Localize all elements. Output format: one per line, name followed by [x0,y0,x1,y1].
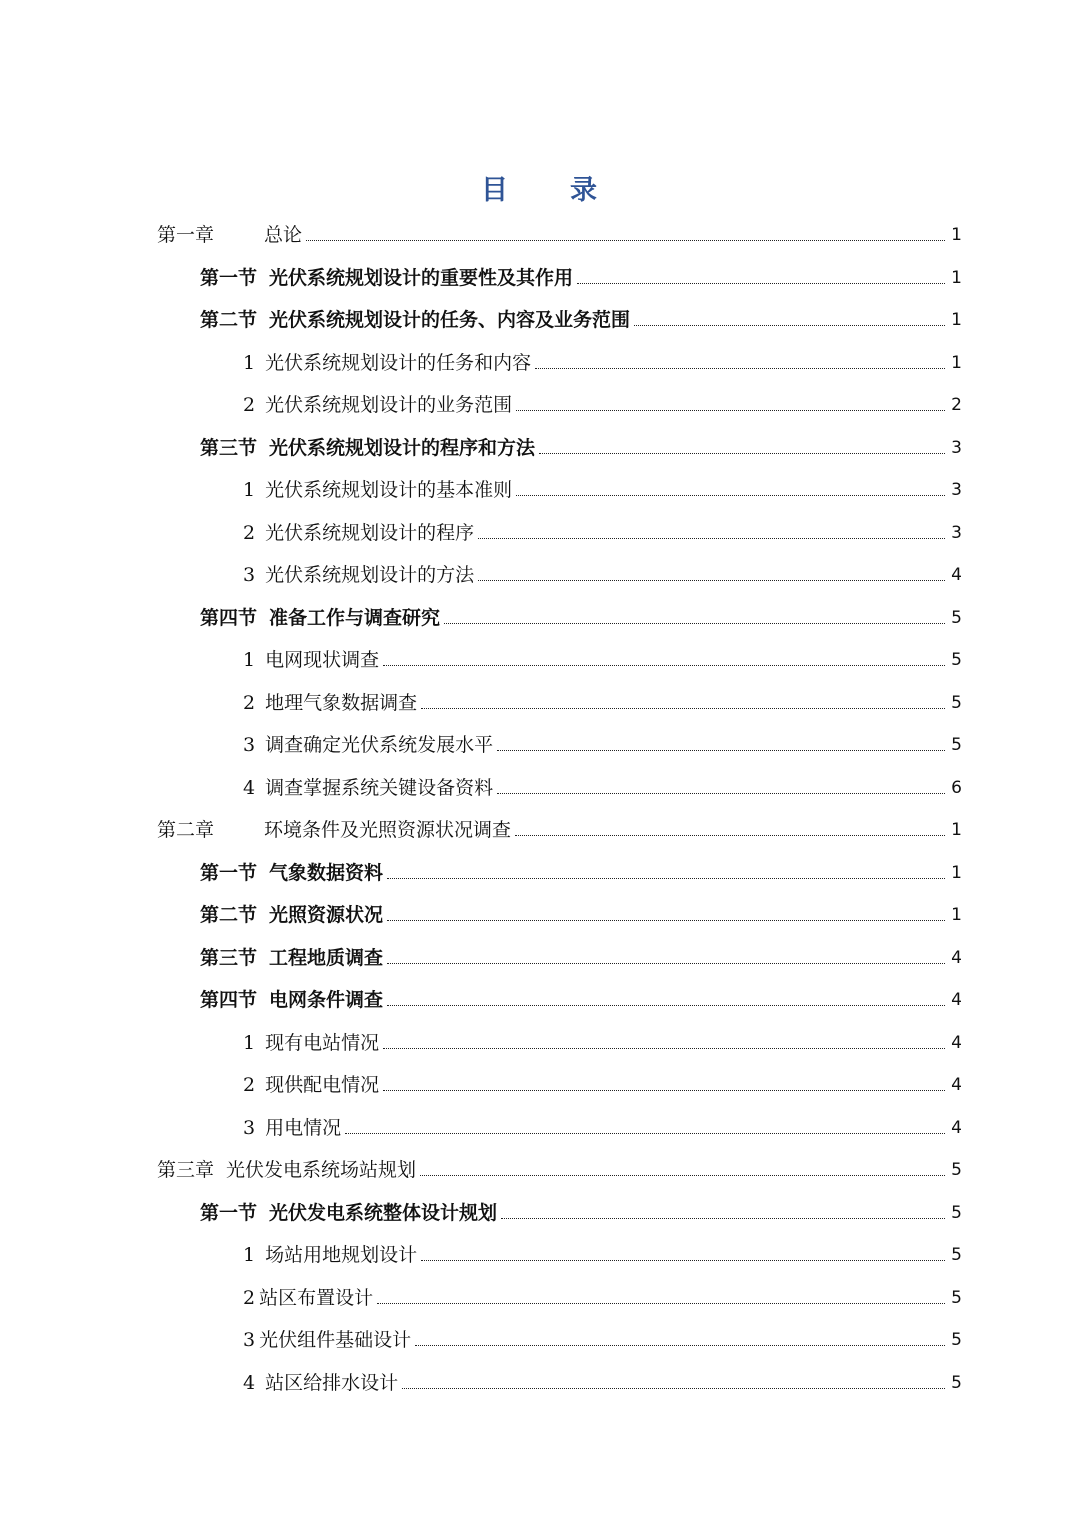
toc-title [0,168,1080,212]
toc-entry-prefix: 第二节 [200,904,258,926]
toc-dot-leader [478,538,945,539]
toc-entry-label [200,945,383,971]
toc-page-number: 1 [951,310,962,330]
toc-dot-leader [497,750,945,751]
toc-entry-label [157,817,511,843]
toc-dot-leader [421,1260,945,1261]
toc-entry-item[interactable] [243,643,962,673]
toc-entry-text: 光伏发电系统场站规划 [226,1159,417,1181]
toc-entry-text: 光伏发电系统整体设计规划 [269,1201,498,1224]
toc-entry-label [243,775,493,801]
toc-entry-prefix: 3 [243,734,256,756]
toc-entry-text: 地理气象数据调查 [265,691,418,714]
toc-title-left: 目 [481,175,510,206]
toc-dot-leader [387,963,945,964]
toc-page-number: 4 [951,1117,962,1138]
toc-entry-text: 光伏系统规划设计的程序 [265,521,475,544]
toc-entry-prefix: 第四节 [200,989,258,1011]
toc-entry-item[interactable] [243,558,962,588]
toc-entry-prefix: 第三章 [157,1159,215,1181]
toc-entry-prefix: 第三节 [200,946,258,969]
toc-page-number: 1 [951,820,962,840]
toc-page-number: 4 [951,947,962,968]
toc-page-number: 5 [951,1372,962,1393]
toc-entry-prefix: 第二节 [200,309,258,331]
toc-page-number: 5 [951,735,962,755]
toc-entry-label [243,562,474,588]
toc-entry-chapter[interactable] [157,1153,962,1183]
toc-entry-text: 光伏组件基础设计 [259,1329,412,1351]
toc-entry-text: 电网条件调查 [269,989,384,1011]
toc-entry-prefix: 3 [243,564,256,586]
toc-page-number: 3 [951,437,962,458]
toc-page-number: 1 [951,225,962,245]
toc-page-number: 5 [951,692,962,713]
toc-dot-leader [444,623,945,624]
toc-entry-label [243,1072,379,1098]
toc-entry-prefix: 2 [243,521,256,544]
toc-entry-prefix: 第三节 [200,436,258,459]
toc-entry-text: 光伏系统规划设计的任务和内容 [265,351,532,374]
toc-entry-text: 光照资源状况 [269,904,384,926]
toc-entry-label [243,1370,398,1396]
toc-entry-prefix: 2 [243,394,256,416]
toc-entry-label [200,860,383,886]
toc-dot-leader [515,835,945,836]
toc-dot-leader [478,580,945,581]
toc-page-number: 4 [951,1032,962,1053]
toc-entry-label [243,647,379,673]
toc-entry-text: 调查掌握系统关键设备资料 [265,776,494,799]
toc-entry-item[interactable] [243,728,962,758]
toc-entry-label [243,477,512,503]
toc-entry-label [243,1327,411,1353]
toc-entry-text: 光伏系统规划设计的任务、内容及业务范围 [269,309,631,331]
toc-page-number: 1 [951,905,962,925]
toc-page-number: 5 [951,1330,962,1350]
toc-entry-item[interactable] [243,516,962,546]
toc-entry-prefix: 1 [243,1031,256,1054]
toc-entry-label [243,690,417,716]
toc-title-right: 录 [570,175,599,206]
toc-entry-chapter[interactable] [157,218,962,248]
toc-entry-prefix: 第一节 [200,266,258,289]
toc-entry-text: 调查确定光伏系统发展水平 [265,734,494,756]
toc-dot-leader [634,325,945,326]
toc-page-number: 5 [951,650,962,670]
toc-entry-text: 光伏系统规划设计的方法 [265,564,475,586]
toc-entry-text: 光伏系统规划设计的重要性及其作用 [269,266,574,289]
toc-dot-leader [420,1175,945,1176]
toc-entry-label [157,1157,416,1183]
toc-entry-item[interactable] [243,1111,962,1141]
toc-entry-text: 用电情况 [265,1116,342,1139]
toc-entry-prefix: 第一章 [157,224,215,246]
toc-entry-prefix: 4 [243,776,256,799]
toc-entry-text: 光伏系统规划设计的程序和方法 [269,436,536,459]
toc-entry-label [243,350,531,376]
toc-entry-section[interactable] [200,303,962,333]
toc-dot-leader [539,453,945,454]
toc-entry-prefix: 3 [243,1116,256,1139]
toc-entry-section[interactable] [200,601,962,631]
toc-entry-prefix: 2 [243,1074,256,1096]
toc-entry-prefix: 1 [243,351,256,374]
toc-entry-prefix: 2 [243,1286,256,1309]
toc-entry-label [243,1242,417,1268]
toc-page-number: 3 [951,480,962,500]
toc-entry-section[interactable] [200,856,962,886]
toc-entry-prefix: 1 [243,1244,256,1266]
toc-page-number: 1 [951,862,962,883]
toc-entry-text: 总论 [264,224,303,246]
toc-dot-leader [501,1218,945,1219]
toc-entry-section[interactable] [200,1196,962,1226]
toc-page-number: 2 [951,395,962,415]
toc-entry-label [200,265,573,291]
toc-entry-item[interactable] [243,1366,962,1396]
toc-dot-leader [516,410,945,411]
toc-page-number: 5 [951,1160,962,1180]
toc-page-number: 4 [951,565,962,585]
toc-entry-text: 电网现状调查 [265,649,380,671]
toc-entry-text: 站区布置设计 [259,1286,374,1309]
toc-dot-leader [421,708,945,709]
toc-entry-prefix: 3 [243,1329,256,1351]
toc-entry-label [243,1115,341,1141]
toc-dot-leader [345,1133,945,1134]
toc-entry-label [200,1200,497,1226]
toc-page-number: 1 [951,352,962,373]
toc-entry-label [243,520,474,546]
toc-entry-prefix: 第四节 [200,606,258,629]
toc-entry-text: 气象数据资料 [269,861,384,884]
toc-dot-leader [535,368,945,369]
toc-entry-label [200,435,535,461]
toc-entry-text: 现有电站情况 [265,1031,380,1054]
toc-dot-leader [402,1388,945,1389]
toc-entry-section[interactable] [200,983,962,1013]
toc-entry-text: 场站用地规划设计 [265,1244,418,1266]
toc-entry-label [243,392,512,418]
toc-entry-item[interactable] [243,473,962,503]
toc-entry-prefix: 1 [243,479,256,501]
toc-page-number: 5 [951,1287,962,1308]
toc-entry-label [200,987,383,1013]
toc-entry-label [157,222,302,248]
toc-dot-leader [387,878,945,879]
toc-entry-prefix: 4 [243,1371,256,1394]
toc-dot-leader [383,1048,945,1049]
toc-page-number: 5 [951,607,962,628]
toc-page-number: 4 [951,1075,962,1095]
toc-entry-item[interactable] [243,1068,962,1098]
toc-dot-leader [516,495,945,496]
toc-entry-text: 现供配电情况 [265,1074,380,1096]
toc-entry-label [200,605,440,631]
toc-entry-section[interactable] [200,261,962,291]
toc-page-number: 6 [951,777,962,798]
toc-dot-leader [383,665,945,666]
toc-dot-leader [383,1090,945,1091]
toc-page-number: 1 [951,267,962,288]
toc-entry-item[interactable] [243,1238,962,1268]
toc-entry-chapter[interactable] [157,813,962,843]
toc-entry-label [200,307,630,333]
toc-page-number: 4 [951,990,962,1010]
toc-entry-item[interactable] [243,1026,962,1056]
toc-page-number: 3 [951,522,962,543]
toc-entry-label [243,1285,373,1311]
toc-entry-prefix: 1 [243,649,256,671]
toc-entry-text: 光伏系统规划设计的基本准则 [265,479,513,501]
toc-entry-prefix: 第二章 [157,819,215,841]
toc-dot-leader [387,920,945,921]
toc-entry-text: 工程地质调查 [269,946,384,969]
toc-dot-leader [497,793,945,794]
toc-entry-prefix: 第一节 [200,861,258,884]
toc-entry-section[interactable] [200,941,962,971]
toc-dot-leader [377,1303,945,1304]
toc-entry-item[interactable] [243,388,962,418]
toc-entry-item[interactable] [243,1323,962,1353]
toc-entry-text: 环境条件及光照资源状况调查 [264,819,512,841]
toc-page-number: 5 [951,1245,962,1265]
toc-dot-leader [577,283,945,284]
toc-dot-leader [387,1005,945,1006]
toc-page-number: 5 [951,1202,962,1223]
toc-entry-item[interactable] [243,771,962,801]
toc-dot-leader [415,1345,945,1346]
toc-entry-text: 光伏系统规划设计的业务范围 [265,394,513,416]
toc-entry-section[interactable] [200,431,962,461]
toc-entry-section[interactable] [200,898,962,928]
toc-entry-text: 准备工作与调查研究 [269,606,441,629]
toc-entry-prefix: 2 [243,691,256,714]
toc-entry-prefix: 第一节 [200,1201,258,1224]
toc-entry-text: 站区给排水设计 [265,1371,399,1394]
toc-entry-item[interactable] [243,346,962,376]
toc-entry-item[interactable] [243,686,962,716]
toc-dot-leader [306,240,945,241]
toc-entry-label [243,732,493,758]
toc-entry-label [200,902,383,928]
toc-entry-label [243,1030,379,1056]
toc-entry-item[interactable] [243,1281,962,1311]
